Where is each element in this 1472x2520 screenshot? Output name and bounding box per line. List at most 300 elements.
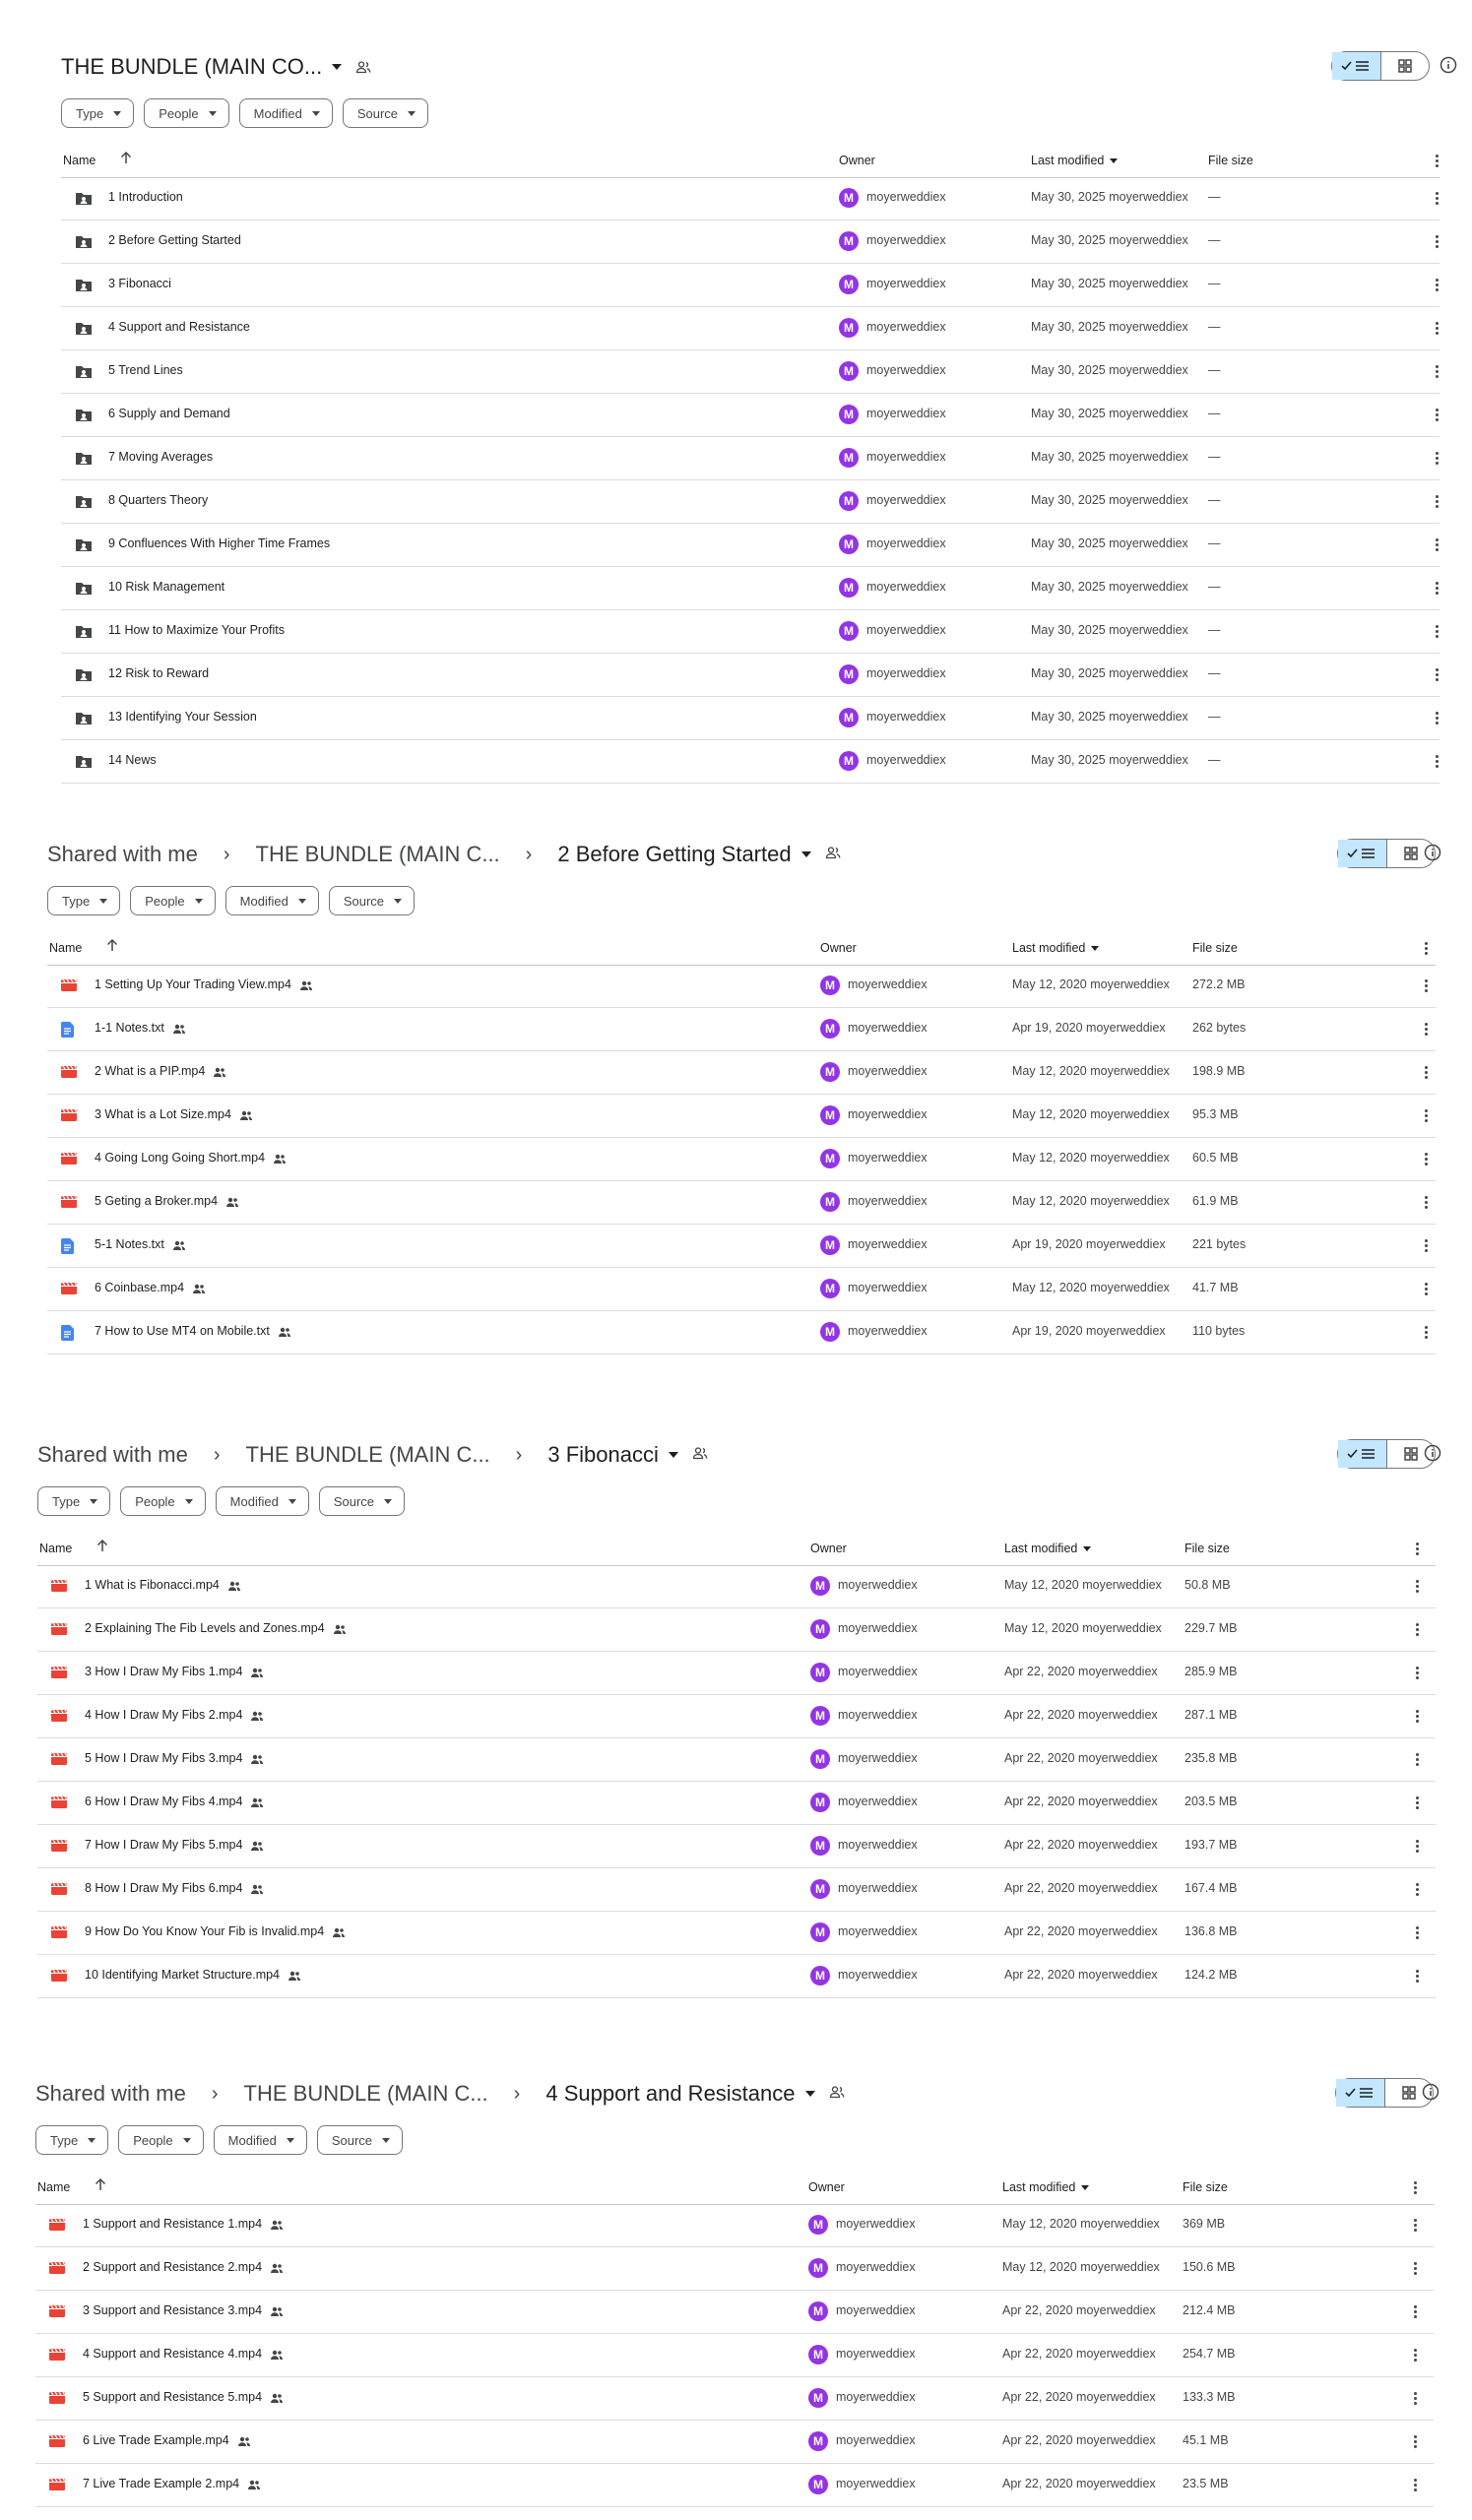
- file-size: —: [1208, 710, 1221, 724]
- file-name[interactable]: [95, 977, 313, 993]
- table-row[interactable]: [35, 2291, 1434, 2334]
- shared-folder-icon: [355, 56, 371, 79]
- owner-name: moyerweddiex: [866, 277, 946, 290]
- more-options-icon[interactable]: [1436, 155, 1440, 169]
- arrow-up-icon[interactable]: [96, 1539, 108, 1555]
- filter-chip-source[interactable]: Source: [319, 1486, 405, 1516]
- file-list: [47, 965, 1436, 1354]
- more-options-icon[interactable]: [1416, 1580, 1420, 1595]
- sort-descending-icon: [1083, 1546, 1091, 1551]
- last-modified: May 12, 2020 moyerweddiex: [1012, 977, 1170, 991]
- text-file-icon: [61, 1325, 74, 1344]
- owner-name: moyerweddiex: [866, 233, 946, 247]
- video-file-icon: [61, 1065, 77, 1082]
- last-modified: May 30, 2025 moyerweddiex: [1031, 580, 1188, 594]
- column-header-file-size[interactable]: File size: [1192, 941, 1238, 955]
- table-row[interactable]: [61, 697, 1440, 740]
- list-view-button[interactable]: [1336, 2079, 1385, 2107]
- more-options-icon[interactable]: [1416, 1753, 1420, 1768]
- file-name[interactable]: [95, 1151, 287, 1166]
- shared-folder-icon: [75, 581, 93, 598]
- filter-chip-people[interactable]: People: [118, 2125, 203, 2155]
- avatar: M: [810, 1576, 830, 1596]
- breadcrumb-item[interactable]: Shared with me: [47, 842, 198, 866]
- file-name[interactable]: [108, 450, 213, 464]
- avatar: M: [839, 491, 859, 511]
- file-name-label: 1 What is Fibonacci.mp4: [85, 1578, 220, 1592]
- more-options-icon[interactable]: [1436, 235, 1440, 250]
- avatar: M: [808, 2431, 828, 2451]
- table-row[interactable]: [37, 1912, 1436, 1955]
- more-options-icon[interactable]: [1436, 668, 1440, 683]
- file-name[interactable]: [108, 710, 257, 724]
- table-row[interactable]: [37, 1782, 1436, 1825]
- owner-name: moyerweddiex: [866, 407, 946, 420]
- file-name[interactable]: [95, 1107, 253, 1123]
- more-options-icon[interactable]: [1416, 1623, 1420, 1638]
- last-modified: Apr 22, 2020 moyerweddiex: [1004, 1968, 1158, 1982]
- column-header-owner[interactable]: Owner: [839, 154, 875, 167]
- file-name-label: 1 Setting Up Your Trading View.mp4: [95, 977, 291, 991]
- shared-icon: [192, 1283, 206, 1296]
- file-size: —: [1208, 363, 1221, 377]
- owner-name: moyerweddiex: [848, 1021, 928, 1035]
- breadcrumb: [47, 835, 1436, 874]
- more-options-icon[interactable]: [1414, 2181, 1418, 2196]
- drive-panel: [37, 1435, 1436, 1984]
- grid-view-button[interactable]: [1381, 52, 1430, 80]
- more-options-icon[interactable]: [1425, 1283, 1429, 1297]
- file-name[interactable]: [95, 1064, 226, 1080]
- video-file-icon: [61, 978, 77, 995]
- table-row[interactable]: [61, 437, 1440, 480]
- owner-name: moyerweddiex: [848, 1064, 928, 1078]
- file-name-label: 3 Support and Resistance 3.mp4: [83, 2303, 263, 2317]
- current-folder-title[interactable]: THE BUNDLE (MAIN CO...: [61, 54, 323, 79]
- table-row[interactable]: [47, 1268, 1436, 1311]
- file-name[interactable]: [108, 277, 171, 290]
- filter-chip-source[interactable]: Source: [343, 98, 428, 128]
- last-modified: Apr 22, 2020 moyerweddiex: [1002, 2477, 1156, 2490]
- table-row[interactable]: [37, 1608, 1436, 1652]
- more-options-icon[interactable]: [1414, 2262, 1418, 2277]
- last-modified: May 12, 2020 moyerweddiex: [1012, 1151, 1170, 1165]
- video-file-icon: [51, 1666, 67, 1682]
- view-toggle[interactable]: [1335, 2078, 1434, 2108]
- more-options-icon[interactable]: [1425, 979, 1429, 994]
- more-options-icon[interactable]: [1425, 1196, 1429, 1211]
- column-header-owner[interactable]: Owner: [808, 2180, 845, 2194]
- chevron-down-icon[interactable]: [669, 1452, 678, 1458]
- table-row[interactable]: [61, 480, 1440, 524]
- breadcrumb-item[interactable]: THE BUNDLE (MAIN C...: [255, 842, 500, 866]
- sort-descending-icon: [1110, 158, 1118, 163]
- more-options-icon[interactable]: [1425, 1023, 1429, 1038]
- table-row[interactable]: [47, 1181, 1436, 1225]
- last-modified: May 12, 2020 moyerweddiex: [1004, 1621, 1162, 1635]
- shared-icon: [250, 1840, 264, 1854]
- more-options-icon[interactable]: [1416, 1667, 1420, 1681]
- owner-name: moyerweddiex: [866, 493, 946, 507]
- column-header-last-modified-label: Last modified: [1004, 1542, 1078, 1555]
- shared-folder-icon: [75, 537, 93, 555]
- file-name[interactable]: [95, 1281, 206, 1296]
- current-folder-title[interactable]: 3 Fibonacci: [547, 1442, 659, 1467]
- table-row[interactable]: [37, 1868, 1436, 1912]
- file-name[interactable]: [108, 493, 208, 507]
- file-name-label: 2 Before Getting Started: [108, 233, 241, 247]
- table-row[interactable]: [61, 350, 1440, 394]
- more-options-icon[interactable]: [1436, 495, 1440, 510]
- filter-chip-type[interactable]: Type: [35, 2125, 108, 2155]
- column-header-owner[interactable]: Owner: [820, 941, 857, 955]
- more-options-icon[interactable]: [1436, 452, 1440, 467]
- file-name[interactable]: [95, 1324, 291, 1340]
- avatar: M: [810, 1706, 830, 1726]
- column-header-file-size[interactable]: File size: [1183, 2180, 1228, 2194]
- file-name-label: 10 Risk Management: [108, 580, 225, 594]
- video-file-icon: [51, 1579, 67, 1596]
- table-row[interactable]: [47, 1138, 1436, 1181]
- more-options-icon[interactable]: [1414, 2305, 1418, 2320]
- shared-icon: [288, 1970, 301, 1984]
- column-header-last-modified[interactable]: [1012, 941, 1099, 955]
- table-row[interactable]: [61, 220, 1440, 264]
- file-name[interactable]: [83, 2477, 261, 2492]
- owner-name: moyerweddiex: [838, 1578, 918, 1592]
- table-row[interactable]: [35, 2377, 1434, 2421]
- shared-icon: [270, 2219, 284, 2233]
- more-options-icon[interactable]: [1436, 582, 1440, 597]
- more-options-icon[interactable]: [1416, 1710, 1420, 1725]
- avatar: M: [808, 2301, 828, 2321]
- more-options-icon[interactable]: [1414, 2219, 1418, 2234]
- table-row[interactable]: [61, 654, 1440, 697]
- more-options-icon[interactable]: [1436, 365, 1440, 380]
- filter-chip-type[interactable]: Type: [47, 886, 120, 915]
- shared-icon: [332, 1926, 346, 1940]
- owner-name: moyerweddiex: [866, 320, 946, 334]
- column-header-last-modified[interactable]: [1004, 1542, 1091, 1555]
- file-name[interactable]: [83, 2390, 284, 2406]
- arrow-up-icon[interactable]: [95, 2177, 106, 2194]
- owner-name: moyerweddiex: [836, 2303, 916, 2317]
- list-view-button[interactable]: [1332, 52, 1381, 80]
- last-modified: May 12, 2020 moyerweddiex: [1012, 1194, 1170, 1208]
- shared-icon: [270, 2305, 284, 2319]
- last-modified: Apr 22, 2020 moyerweddiex: [1002, 2433, 1156, 2447]
- file-name[interactable]: [108, 536, 330, 550]
- table-row[interactable]: [47, 1225, 1436, 1268]
- column-header-name[interactable]: Name: [49, 941, 83, 955]
- file-size: 285.9 MB: [1184, 1665, 1238, 1678]
- file-name-label: 6 Live Trade Example.mp4: [83, 2433, 229, 2447]
- file-name[interactable]: [108, 753, 157, 767]
- file-name[interactable]: [108, 233, 241, 247]
- breadcrumb-item[interactable]: THE BUNDLE (MAIN C...: [245, 1442, 490, 1467]
- shared-icon: [270, 2349, 284, 2362]
- filter-chip-people[interactable]: People: [144, 98, 228, 128]
- current-folder-title[interactable]: 4 Support and Resistance: [545, 2081, 796, 2106]
- file-name-label: 7 How I Draw My Fibs 5.mp4: [85, 1838, 243, 1852]
- info-icon[interactable]: [1422, 2083, 1440, 2106]
- breadcrumb-item[interactable]: Shared with me: [35, 2081, 186, 2106]
- filter-chip-modified[interactable]: Modified: [216, 1486, 309, 1516]
- file-size: 110 bytes: [1192, 1324, 1246, 1338]
- file-name[interactable]: [83, 2260, 284, 2276]
- more-options-icon[interactable]: [1436, 279, 1440, 293]
- filter-chip-people[interactable]: People: [130, 886, 215, 915]
- shared-icon: [247, 2479, 261, 2492]
- more-options-icon[interactable]: [1416, 1543, 1420, 1557]
- text-file-icon: [61, 1022, 74, 1040]
- file-name[interactable]: [95, 1021, 186, 1037]
- file-name-label: 1 Support and Resistance 1.mp4: [83, 2217, 263, 2231]
- last-modified: May 30, 2025 moyerweddiex: [1031, 407, 1188, 420]
- more-options-icon[interactable]: [1416, 1796, 1420, 1811]
- chevron-down-icon[interactable]: [332, 64, 342, 70]
- table-row[interactable]: [35, 2421, 1434, 2464]
- view-toggle[interactable]: [1337, 1439, 1436, 1469]
- more-options-icon[interactable]: [1436, 322, 1440, 337]
- file-name[interactable]: [108, 666, 209, 680]
- owner-name: moyerweddiex: [838, 1881, 918, 1895]
- more-options-icon[interactable]: [1436, 625, 1440, 640]
- file-name[interactable]: [85, 1751, 264, 1767]
- more-options-icon[interactable]: [1436, 409, 1440, 423]
- column-header-name[interactable]: Name: [63, 154, 96, 167]
- filter-chip-source[interactable]: Source: [329, 886, 415, 915]
- file-size: 45.1 MB: [1183, 2433, 1229, 2447]
- file-name[interactable]: [108, 623, 285, 637]
- table-row[interactable]: [47, 1008, 1436, 1051]
- file-name[interactable]: [108, 580, 224, 594]
- shared-icon: [273, 1153, 287, 1166]
- table-row[interactable]: [47, 965, 1436, 1008]
- table-header: [47, 933, 1436, 966]
- filter-chip-modified[interactable]: Modified: [214, 2125, 307, 2155]
- avatar: M: [808, 2475, 828, 2494]
- filter-chip-people[interactable]: People: [120, 1486, 205, 1516]
- shared-icon: [172, 1239, 186, 1253]
- file-name-label: 7 Moving Averages: [108, 450, 214, 464]
- more-options-icon[interactable]: [1436, 755, 1440, 770]
- file-name[interactable]: [95, 1194, 239, 1210]
- more-options-icon[interactable]: [1425, 1326, 1429, 1341]
- avatar: M: [820, 976, 840, 995]
- column-header-owner[interactable]: Owner: [810, 1542, 847, 1555]
- file-name[interactable]: [85, 1665, 264, 1680]
- more-options-icon[interactable]: [1436, 538, 1440, 553]
- file-name[interactable]: [95, 1237, 186, 1253]
- file-size: 198.9 MB: [1192, 1064, 1246, 1078]
- owner-name: moyerweddiex: [866, 580, 946, 594]
- chevron-right-icon: ›: [515, 1443, 523, 1466]
- file-name[interactable]: [85, 1578, 241, 1594]
- more-options-icon[interactable]: [1416, 1970, 1420, 1984]
- table-row[interactable]: [37, 1652, 1436, 1695]
- file-name[interactable]: [108, 190, 183, 204]
- shared-folder-icon: [692, 1446, 708, 1464]
- more-options-icon[interactable]: [1416, 1926, 1420, 1941]
- breadcrumb-item[interactable]: Shared with me: [37, 1442, 188, 1467]
- column-header-last-modified-label: Last modified: [1031, 154, 1105, 167]
- table-row[interactable]: [47, 1311, 1436, 1354]
- chevron-right-icon: ›: [525, 843, 533, 865]
- more-options-icon[interactable]: [1436, 192, 1440, 207]
- file-size: 254.7 MB: [1183, 2347, 1236, 2361]
- shared-folder-icon: [75, 191, 93, 209]
- table-row[interactable]: [35, 2334, 1434, 2377]
- table-row[interactable]: [37, 1955, 1436, 1998]
- avatar: M: [839, 361, 859, 381]
- file-name[interactable]: [83, 2347, 284, 2362]
- table-row[interactable]: [37, 1738, 1436, 1782]
- view-toggle[interactable]: [1337, 839, 1436, 868]
- view-toggle[interactable]: [1331, 51, 1430, 81]
- table-row[interactable]: [37, 1825, 1436, 1868]
- shared-folder-icon: [75, 451, 93, 469]
- list-view-button[interactable]: [1338, 840, 1387, 867]
- chevron-down-icon[interactable]: [801, 851, 811, 857]
- file-name[interactable]: [83, 2217, 284, 2233]
- owner-name: moyerweddiex: [838, 1621, 918, 1635]
- owner-name: moyerweddiex: [838, 1924, 918, 1938]
- table-row[interactable]: [61, 610, 1440, 654]
- last-modified: May 12, 2020 moyerweddiex: [1002, 2260, 1160, 2274]
- file-name[interactable]: [85, 1924, 346, 1940]
- file-size: 150.6 MB: [1183, 2260, 1236, 2274]
- chevron-down-icon[interactable]: [805, 2091, 815, 2097]
- file-name[interactable]: [85, 1838, 264, 1854]
- file-name[interactable]: [85, 1621, 347, 1637]
- file-name[interactable]: [83, 2433, 251, 2449]
- table-row[interactable]: [61, 394, 1440, 437]
- file-name-label: 4 How I Draw My Fibs 2.mp4: [85, 1708, 243, 1722]
- table-row[interactable]: [37, 1565, 1436, 1608]
- more-options-icon[interactable]: [1414, 2392, 1418, 2407]
- filter-chip-type[interactable]: Type: [61, 98, 134, 128]
- table-row[interactable]: [47, 1051, 1436, 1095]
- avatar: M: [810, 1749, 830, 1769]
- more-options-icon[interactable]: [1425, 1109, 1429, 1124]
- file-name[interactable]: [108, 363, 183, 377]
- more-options-icon[interactable]: [1416, 1840, 1420, 1855]
- file-name[interactable]: [85, 1795, 264, 1810]
- file-name[interactable]: [108, 320, 250, 334]
- file-name[interactable]: [85, 1708, 264, 1724]
- file-name[interactable]: [85, 1881, 264, 1897]
- current-folder-title[interactable]: 2 Before Getting Started: [557, 842, 792, 866]
- column-header-file-size[interactable]: File size: [1208, 154, 1253, 167]
- arrow-up-icon[interactable]: [106, 938, 118, 955]
- owner-name: moyerweddiex: [838, 1968, 918, 1982]
- table-row[interactable]: [61, 740, 1440, 784]
- avatar: M: [808, 2345, 828, 2364]
- info-icon[interactable]: [1440, 56, 1457, 79]
- avatar: M: [810, 1836, 830, 1856]
- more-options-icon[interactable]: [1425, 942, 1429, 957]
- column-header-last-modified-label: Last modified: [1002, 2180, 1076, 2194]
- file-name[interactable]: [85, 1968, 301, 1984]
- column-header-last-modified[interactable]: [1002, 2180, 1089, 2194]
- shared-icon: [227, 1580, 241, 1594]
- table-row[interactable]: [35, 2204, 1434, 2247]
- last-modified: May 30, 2025 moyerweddiex: [1031, 320, 1188, 334]
- file-name-label: 1 Introduction: [108, 190, 183, 204]
- table-row[interactable]: [61, 177, 1440, 220]
- more-options-icon[interactable]: [1414, 2435, 1418, 2450]
- file-name-label: 3 Fibonacci: [108, 277, 171, 290]
- file-name-label: 6 Supply and Demand: [108, 407, 230, 420]
- column-header-last-modified[interactable]: [1031, 154, 1118, 167]
- filter-chip-modified[interactable]: Modified: [239, 98, 333, 128]
- shared-icon: [250, 1796, 264, 1810]
- more-options-icon[interactable]: [1416, 1883, 1420, 1898]
- last-modified: Apr 22, 2020 moyerweddiex: [1004, 1751, 1158, 1765]
- info-icon[interactable]: [1424, 1444, 1441, 1467]
- table-row[interactable]: [61, 264, 1440, 307]
- table-row[interactable]: [37, 1695, 1436, 1738]
- table-row[interactable]: [47, 1095, 1436, 1138]
- avatar: M: [839, 188, 859, 208]
- owner-name: moyerweddiex: [848, 1151, 928, 1165]
- more-options-icon[interactable]: [1425, 1066, 1429, 1081]
- more-options-icon[interactable]: [1414, 2479, 1418, 2493]
- video-file-icon: [51, 1925, 67, 1942]
- avatar: M: [839, 751, 859, 771]
- more-options-icon[interactable]: [1425, 1239, 1429, 1254]
- file-size: —: [1208, 580, 1221, 594]
- table-row[interactable]: [61, 307, 1440, 350]
- column-header-file-size[interactable]: File size: [1184, 1542, 1230, 1555]
- arrow-up-icon[interactable]: [120, 151, 132, 167]
- more-options-icon[interactable]: [1414, 2349, 1418, 2363]
- file-name[interactable]: [108, 407, 230, 420]
- breadcrumb-item[interactable]: THE BUNDLE (MAIN C...: [243, 2081, 488, 2106]
- filter-chip-type[interactable]: Type: [37, 1486, 110, 1516]
- owner-name: moyerweddiex: [866, 623, 946, 637]
- filter-chip-source[interactable]: Source: [317, 2125, 403, 2155]
- file-size: 235.8 MB: [1184, 1751, 1238, 1765]
- avatar: M: [820, 1192, 840, 1212]
- sort-descending-icon: [1091, 946, 1099, 951]
- shared-icon: [270, 2392, 284, 2406]
- video-file-icon: [51, 1839, 67, 1856]
- table-row[interactable]: [35, 2464, 1434, 2507]
- column-header-name[interactable]: Name: [37, 2180, 71, 2194]
- table-row[interactable]: [61, 567, 1440, 610]
- table-row[interactable]: [61, 524, 1440, 567]
- shared-folder-icon: [75, 234, 93, 252]
- more-options-icon[interactable]: [1436, 712, 1440, 726]
- more-options-icon[interactable]: [1425, 1153, 1429, 1167]
- file-name-label: 14 News: [108, 753, 157, 767]
- file-name-label: 4 Support and Resistance: [108, 320, 250, 334]
- column-header-name[interactable]: Name: [39, 1542, 73, 1555]
- file-name-label: 7 How to Use MT4 on Mobile.txt: [95, 1324, 270, 1338]
- last-modified: Apr 22, 2020 moyerweddiex: [1002, 2390, 1156, 2404]
- file-size: 60.5 MB: [1192, 1151, 1239, 1165]
- last-modified: May 12, 2020 moyerweddiex: [1012, 1107, 1170, 1121]
- list-view-button[interactable]: [1338, 1440, 1387, 1468]
- filter-chip-modified[interactable]: Modified: [225, 886, 319, 915]
- file-name-label: 1-1 Notes.txt: [95, 1021, 164, 1035]
- table-row[interactable]: [35, 2247, 1434, 2291]
- file-name[interactable]: [83, 2303, 284, 2319]
- avatar: M: [810, 1922, 830, 1942]
- info-icon[interactable]: [1424, 844, 1441, 866]
